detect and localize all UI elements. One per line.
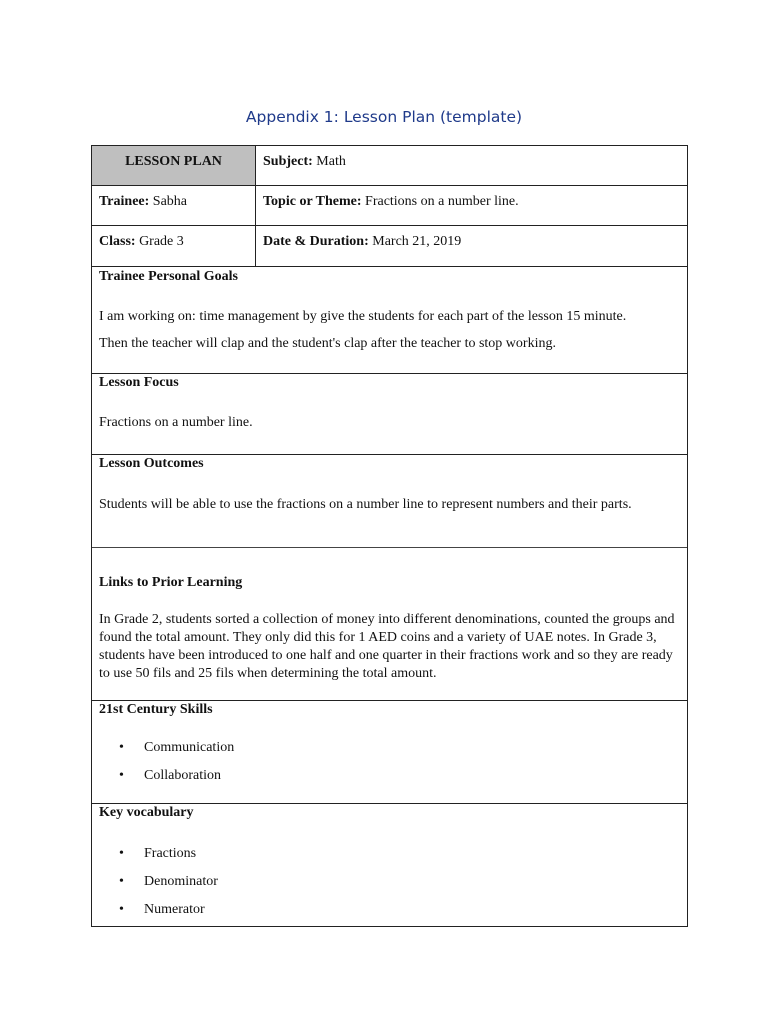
personal-goals-line-2: Then the teacher will clap and the student's clap after the teacher to stop working.	[99, 336, 556, 351]
list-item: • Fractions	[92, 845, 687, 873]
list-item: • Collaboration	[92, 767, 687, 795]
date-label: Date & Duration:	[263, 234, 369, 249]
personal-goals-heading: Trainee Personal Goals	[99, 269, 238, 284]
trainee-label: Trainee:	[99, 194, 150, 209]
header-row-2	[92, 186, 687, 226]
prior-learning-section	[92, 547, 687, 701]
vocabulary-section	[92, 804, 687, 928]
trainee-value: Sabha	[152, 194, 187, 209]
document-title: Appendix 1: Lesson Plan (template)	[245, 108, 523, 126]
lesson-focus-heading: Lesson Focus	[99, 375, 179, 390]
header-row-1	[92, 146, 687, 186]
lesson-outcomes-section	[92, 455, 687, 547]
lesson-outcomes-text: Students will be able to use the fractions on a number line to represent numbers and their parts.	[99, 497, 632, 512]
date-value: March 21, 2019	[372, 234, 462, 249]
header-row-3	[92, 226, 687, 267]
lesson-plan-label: LESSON PLAN	[92, 146, 256, 185]
list-item: • Numerator	[92, 901, 687, 929]
lesson-outcomes-heading: Lesson Outcomes	[99, 456, 204, 471]
skills-heading: 21st Century Skills	[99, 702, 213, 717]
subject-value: Math	[316, 154, 346, 169]
vocabulary-list	[92, 845, 687, 929]
topic-cell	[256, 186, 687, 225]
section-divider-line	[92, 547, 687, 548]
date-cell	[256, 226, 687, 266]
list-item: • Denominator	[92, 873, 687, 901]
topic-label: Topic or Theme:	[263, 194, 362, 209]
class-value: Grade 3	[139, 234, 184, 249]
class-label: Class:	[99, 234, 136, 249]
personal-goals-line-1: I am working on: time management by give the students for each part of the lesson 15 minute.	[99, 309, 627, 324]
class-cell	[92, 226, 256, 266]
trainee-cell	[92, 186, 256, 225]
vocabulary-heading: Key vocabulary	[99, 805, 194, 820]
subject-label: Subject:	[263, 154, 313, 169]
subject-cell	[256, 146, 687, 185]
lesson-plan-table	[91, 145, 688, 927]
lesson-focus-section	[92, 374, 687, 455]
skills-list	[92, 739, 687, 795]
list-item: • Communication	[92, 739, 687, 767]
topic-value: Fractions on a number line.	[365, 194, 519, 209]
skills-section	[92, 701, 687, 804]
lesson-focus-text: Fractions on a number line.	[99, 415, 253, 430]
prior-learning-heading: Links to Prior Learning	[99, 575, 243, 590]
personal-goals-section	[92, 267, 687, 374]
prior-learning-text: In Grade 2, students sorted a collection of money into different denominations, counted the groups and found the total amount. They only did this for 1 AED coins and a variety of UAE notes. In Grade 3, students have been introduced to one half and one quarter in their fractions work and so they are ready to use 50 fils and 25 fils when determining the total amount.	[99, 612, 675, 681]
